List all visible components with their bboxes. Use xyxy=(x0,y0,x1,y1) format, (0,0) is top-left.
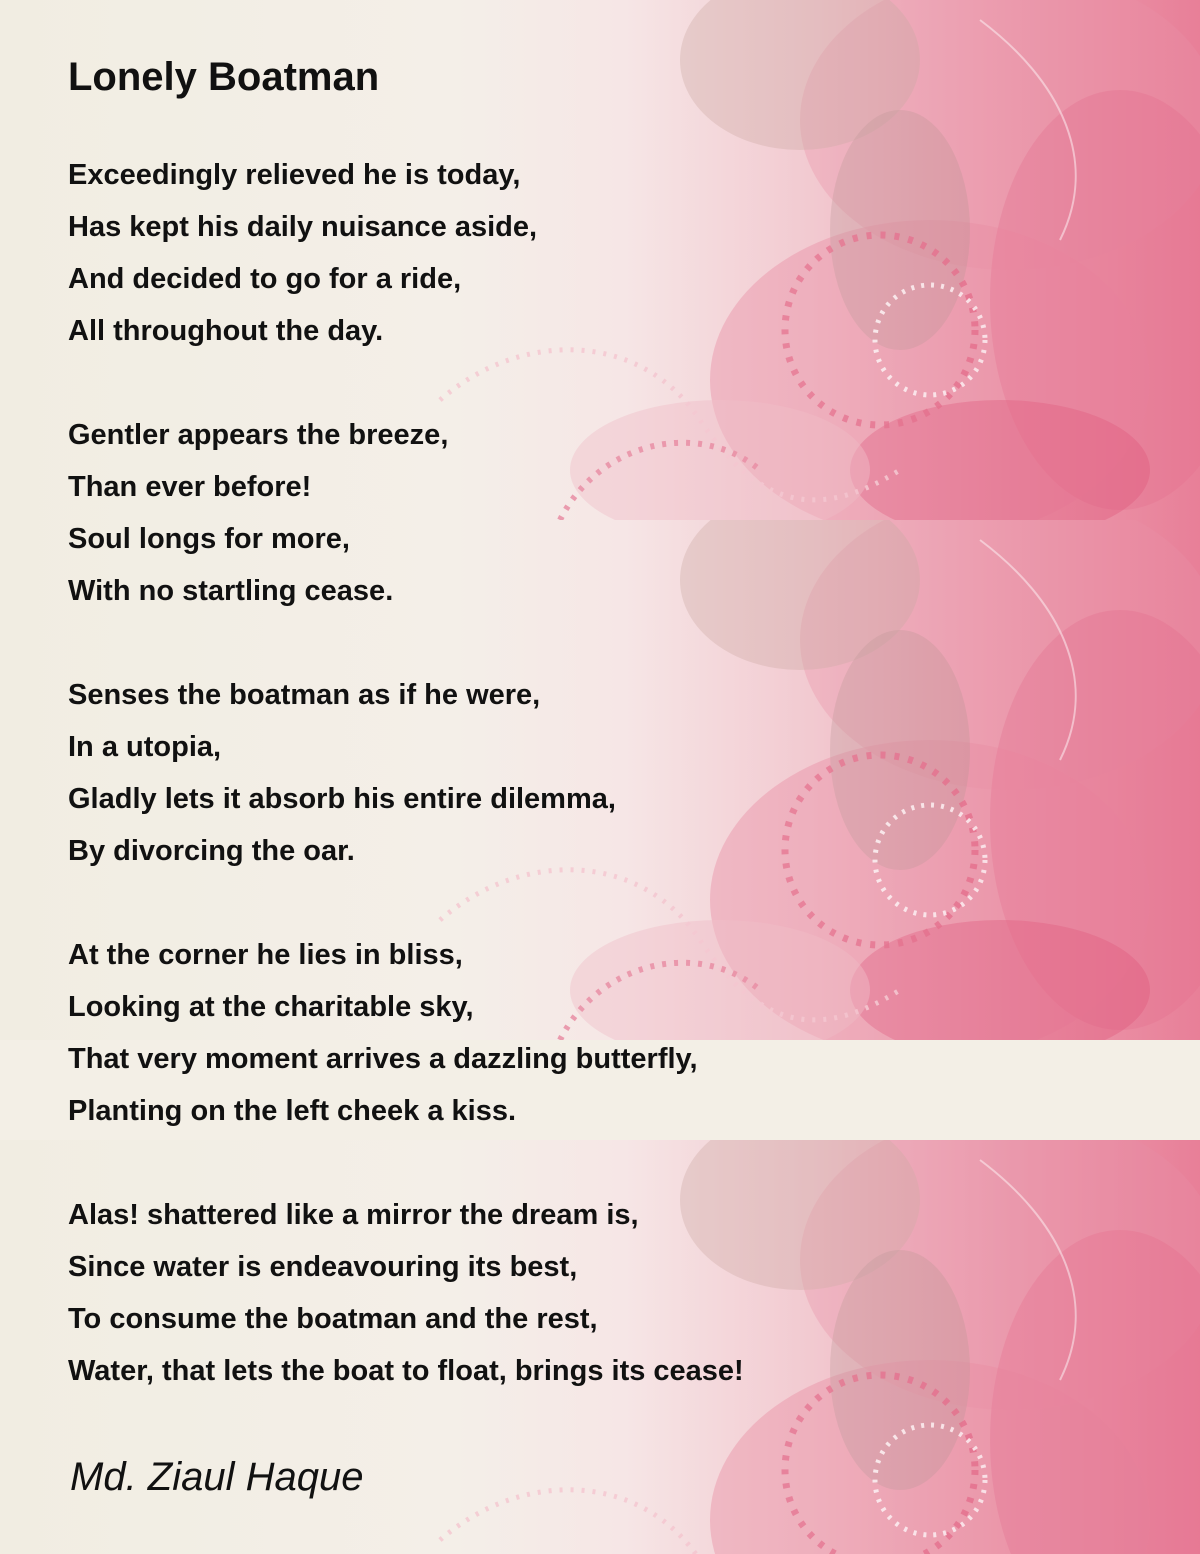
poem-line: By divorcing the oar. xyxy=(68,835,355,867)
poem-line: Soul longs for more, xyxy=(68,523,350,555)
poem-line: Gentler appears the breeze, xyxy=(68,419,449,451)
stanza-4 xyxy=(68,929,698,1137)
poem-line: Than ever before! xyxy=(68,471,312,503)
poem-line: Has kept his daily nuisance aside, xyxy=(68,211,538,243)
poem-line: Alas! shattered like a mirror the dream is, xyxy=(68,1199,639,1231)
poem-line: Looking at the charitable sky, xyxy=(68,991,474,1023)
poem-line: To consume the boatman and the rest, xyxy=(68,1303,598,1335)
poem-line: With no startling cease. xyxy=(68,575,394,607)
poem-line: At the corner he lies in bliss, xyxy=(68,939,463,971)
poem-line: All throughout the day. xyxy=(68,315,384,347)
poem-line: And decided to go for a ride, xyxy=(68,263,462,295)
poem-line: That very moment arrives a dazzling butterfly, xyxy=(68,1043,698,1075)
stanza-2 xyxy=(68,409,448,617)
poem-title: Lonely Boatman xyxy=(68,55,380,99)
poem-line: Water, that lets the boat to float, brings its cease! xyxy=(68,1355,744,1387)
poem-line: Planting on the left cheek a kiss. xyxy=(68,1095,517,1127)
stanza-5 xyxy=(68,1189,744,1397)
poem-line: Gladly lets it absorb his entire dilemma, xyxy=(68,783,616,815)
poem-line: Exceedingly relieved he is today, xyxy=(68,159,521,191)
stanza-1 xyxy=(68,149,537,357)
poem-line: Senses the boatman as if he were, xyxy=(68,679,541,711)
poem-line: In a utopia, xyxy=(68,731,222,763)
poem-line: Since water is endeavouring its best, xyxy=(68,1251,578,1283)
stanza-3 xyxy=(68,669,616,877)
poem-author: Md. Ziaul Haque xyxy=(70,1455,364,1499)
